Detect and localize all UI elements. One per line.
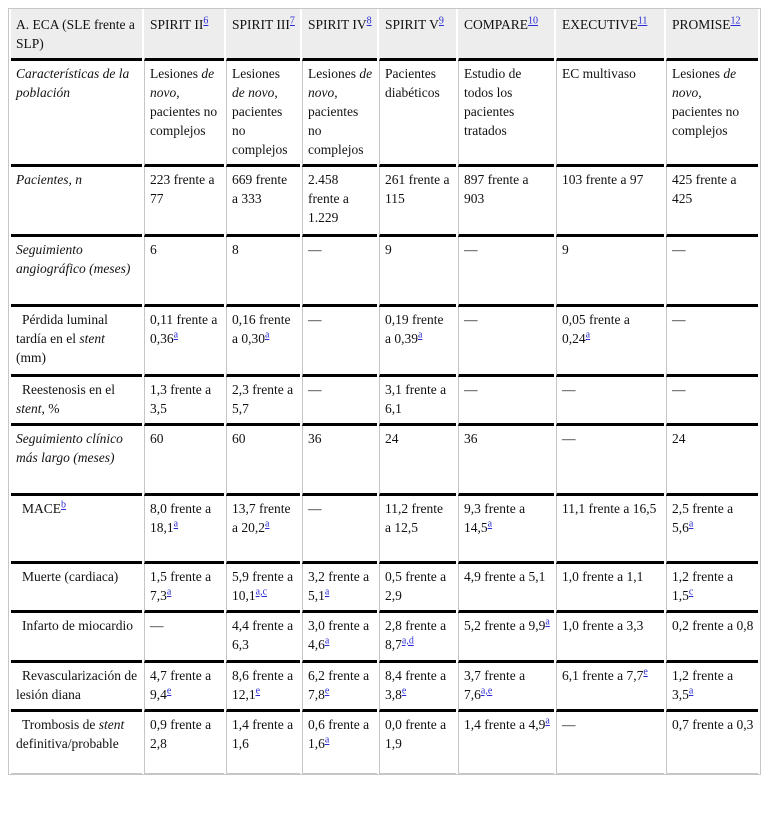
row-label xyxy=(11,61,142,167)
table-row xyxy=(11,237,758,307)
italic-term: stent xyxy=(16,401,42,416)
data-cell: 0,2 frente a 0,8 xyxy=(666,613,758,663)
footnote-reference-link[interactable]: a xyxy=(173,518,179,530)
data-cell: 0,9 frente a 2,8 xyxy=(144,712,224,774)
data-cell: 6,1 frente a 7,7e xyxy=(556,663,664,712)
data-cell: — xyxy=(556,426,664,496)
citation-reference-link[interactable]: 7 xyxy=(289,15,295,27)
data-cell: 24 xyxy=(666,426,758,496)
data-cell: 3,2 frente a 5,1$^a$ xyxy=(302,564,377,613)
footnote-reference-link[interactable]: b xyxy=(61,499,67,511)
citation-reference-link[interactable]: 9 xyxy=(438,15,444,27)
data-cell: — xyxy=(556,377,664,426)
data-cell: — xyxy=(302,377,377,426)
data-cell: 9,3 frente a 14,5$^a$ xyxy=(458,496,554,564)
footnote-reference-link[interactable]: e xyxy=(401,685,407,697)
italic-term: de novo xyxy=(308,66,373,100)
table-row xyxy=(11,613,758,663)
row-label xyxy=(11,167,142,237)
data-cell: — xyxy=(458,307,554,377)
citation-reference-link[interactable]: 12 xyxy=(730,15,741,27)
data-cell: 60 xyxy=(144,426,224,496)
table-row xyxy=(11,377,758,426)
data-cell: 2,5 frente a 5,6$^a$ xyxy=(666,496,758,564)
footnote-reference-link[interactable]: a xyxy=(545,616,550,628)
data-cell: 0,0 frente a 1,9 xyxy=(379,712,456,774)
data-cell: 0,7 frente a 0,3 xyxy=(666,712,758,774)
data-cell: 8,0 frente a 18,1$^a$ xyxy=(144,496,224,564)
footnote-reference-link[interactable]: a xyxy=(173,329,179,341)
data-cell: 0,11 frente a 0,36$^a$ xyxy=(144,307,224,377)
row-label: Muerte (cardiaca) xyxy=(11,564,142,613)
data-cell: — xyxy=(556,712,664,774)
data-cell: 1,0 frente a 3,3 xyxy=(556,613,664,663)
data-cell: 8,4 frente a 3,8e xyxy=(379,663,456,712)
data-cell: 11,1 frente a 16,5 xyxy=(556,496,664,564)
row-label: MACE$^b$ xyxy=(11,496,142,564)
footnote-reference-link[interactable]: a xyxy=(166,586,172,598)
data-cell: 3,1 frente a 6,1 xyxy=(379,377,456,426)
footnote-reference-link[interactable]: a xyxy=(487,518,493,530)
data-cell: 1,2 frente a 1,5$^c$ xyxy=(666,564,758,613)
data-cell: 1,0 frente a 1,1 xyxy=(556,564,664,613)
row-label: Reestenosis en el stent, % xyxy=(11,377,142,426)
italic-term: de novo xyxy=(232,85,275,100)
data-cell: Pacientes diabéticos xyxy=(379,61,456,167)
data-cell: — xyxy=(458,377,554,426)
italic-term: Seguimiento angiográfico (meses) xyxy=(16,242,131,276)
data-cell: 60 xyxy=(226,426,300,496)
table-row xyxy=(11,61,758,167)
data-cell: 3,0 frente a 4,6$^a$ xyxy=(302,613,377,663)
data-cell: 36 xyxy=(458,426,554,496)
row-label: Pérdida luminal tardía en el stent (mm) xyxy=(11,307,142,377)
footnote-reference-link[interactable]: a xyxy=(688,518,694,530)
table-body xyxy=(11,61,758,774)
data-cell: — xyxy=(666,237,758,307)
data-cell: 1,4 frente a 1,6 xyxy=(226,712,300,774)
data-cell: 5,9 frente a 10,1$^{a,c}$ xyxy=(226,564,300,613)
data-cell: 0,19 frente a 0,39$^a$ xyxy=(379,307,456,377)
data-cell: Lesiones de novo, pacientes no complejos xyxy=(302,61,377,167)
data-cell: 223 frente a 77 xyxy=(144,167,224,237)
header-row xyxy=(11,9,758,61)
data-cell: 1,2 frente a 3,5$^a$ xyxy=(666,663,758,712)
table-row xyxy=(11,663,758,712)
data-cell: — xyxy=(302,307,377,377)
table-row xyxy=(11,307,758,377)
data-cell: 8,6 frente a 12,1e xyxy=(226,663,300,712)
footnote-reference-link[interactable]: a,c xyxy=(255,586,268,598)
data-cell: — xyxy=(302,496,377,564)
italic-term: de novo xyxy=(150,66,215,100)
data-cell: 2.458 frente a 1.229 xyxy=(302,167,377,237)
citation-reference-link[interactable]: 6 xyxy=(203,15,209,27)
table-row xyxy=(11,167,758,237)
data-cell: Estudio de todos los pacientes tratados xyxy=(458,61,554,167)
data-cell: 425 frente a 425 xyxy=(666,167,758,237)
data-cell: — xyxy=(666,307,758,377)
data-cell: 1,5 frente a 7,3$^a$ xyxy=(144,564,224,613)
data-cell: 9 xyxy=(556,237,664,307)
data-cell: 6,2 frente a 7,8e xyxy=(302,663,377,712)
citation-reference-link[interactable]: 10 xyxy=(528,15,539,27)
data-cell: Lesiones de novo, pacientes no complejos xyxy=(144,61,224,167)
column-header-executive: EXECUTIVE$^{11}$ xyxy=(556,9,664,61)
corner-header-cell: A. ECA (SLE frente a SLP) xyxy=(11,9,142,61)
footnote-reference-link[interactable]: a xyxy=(324,586,330,598)
data-cell: 1,4 frente a 4,9$^a$ xyxy=(458,712,554,774)
citation-reference-link[interactable]: 8 xyxy=(366,15,372,27)
data-cell: 2,8 frente a 8,7$^{a,d}$ xyxy=(379,613,456,663)
data-cell: 11,2 frente a 12,5 xyxy=(379,496,456,564)
italic-term: Pacientes, n xyxy=(16,172,82,187)
data-cell: Lesiones de novo, pacientes no complejos xyxy=(226,61,300,167)
footnote-reference-link[interactable]: a xyxy=(265,518,270,530)
data-cell: 8 xyxy=(226,237,300,307)
table-row xyxy=(11,496,758,564)
data-cell: 9 xyxy=(379,237,456,307)
data-cell: 24 xyxy=(379,426,456,496)
data-cell: EC multivaso xyxy=(556,61,664,167)
italic-term: stent xyxy=(79,331,105,346)
data-cell: 5,2 frente a 9,9$^a$ xyxy=(458,613,554,663)
footnote-reference-link[interactable]: a xyxy=(545,715,550,727)
footnote-reference-link[interactable]: a,d xyxy=(401,635,414,647)
column-header-compare: COMPARE$^{10}$ xyxy=(458,9,554,61)
citation-reference-link[interactable]: 11 xyxy=(637,15,648,27)
table-row xyxy=(11,712,758,774)
data-cell: 13,7 frente a 20,2$^a$ xyxy=(226,496,300,564)
footnote-reference-link[interactable]: a xyxy=(265,329,270,341)
data-cell: 4,9 frente a 5,1 xyxy=(458,564,554,613)
data-cell: 4,7 frente a 9,4e xyxy=(144,663,224,712)
column-header-spirit-iii: SPIRIT III$^7$ xyxy=(226,9,300,61)
data-cell: 669 frente a 333 xyxy=(226,167,300,237)
table-row xyxy=(11,426,758,496)
footnote-reference-link[interactable]: a xyxy=(324,635,330,647)
data-cell: — xyxy=(666,377,758,426)
footnote-reference-link[interactable]: e xyxy=(643,666,648,678)
footnote-reference-link[interactable]: a xyxy=(324,734,330,746)
footnote-reference-link[interactable]: a xyxy=(418,329,423,341)
data-cell: 0,16 frente a 0,30$^a$ xyxy=(226,307,300,377)
footnote-reference-link[interactable]: e xyxy=(166,685,172,697)
data-cell: 103 frente a 97 xyxy=(556,167,664,237)
footnote-reference-link[interactable]: a,e xyxy=(480,685,493,697)
data-cell: — xyxy=(144,613,224,663)
data-cell: 4,4 frente a 6,3 xyxy=(226,613,300,663)
data-cell: 6 xyxy=(144,237,224,307)
data-cell: 0,5 frente a 2,9 xyxy=(379,564,456,613)
row-label: Infarto de miocardio xyxy=(11,613,142,663)
column-header-spirit-iv: SPIRIT IV$^8$ xyxy=(302,9,377,61)
eca-sle-slp-comparison-table xyxy=(8,8,761,775)
row-label: Trombosis de stent definitiva/probable xyxy=(11,712,142,774)
data-cell: 36 xyxy=(302,426,377,496)
data-cell: 3,7 frente a 7,6$^{a,e}$ xyxy=(458,663,554,712)
table-row xyxy=(11,564,758,613)
footnote-reference-link[interactable]: e xyxy=(324,685,330,697)
data-cell: 261 frente a 115 xyxy=(379,167,456,237)
data-cell: 0,6 frente a 1,6$^a$ xyxy=(302,712,377,774)
italic-term: Características de la población xyxy=(16,66,130,100)
footnote-reference-link[interactable]: c xyxy=(688,586,694,598)
data-cell: — xyxy=(302,237,377,307)
row-label xyxy=(11,237,142,307)
row-label xyxy=(11,426,142,496)
data-cell: 1,3 frente a 3,5 xyxy=(144,377,224,426)
italic-term: Seguimiento clínico más largo (meses) xyxy=(16,431,123,465)
column-header-promise: PROMISE$^{12}$ xyxy=(666,9,758,61)
data-cell: 0,05 frente a 0,24$^a$ xyxy=(556,307,664,377)
italic-term: de novo xyxy=(672,66,737,100)
table-header xyxy=(11,9,758,61)
data-cell: Lesiones de novo, pacientes no complejos xyxy=(666,61,758,167)
data-cell: — xyxy=(458,237,554,307)
italic-term: stent xyxy=(98,717,125,732)
column-header-spirit-ii: SPIRIT II$^6$ xyxy=(144,9,224,61)
data-cell: 897 frente a 903 xyxy=(458,167,554,237)
footnote-reference-link[interactable]: e xyxy=(255,685,261,697)
column-header-spirit-v: SPIRIT V$^9$ xyxy=(379,9,456,61)
footnote-reference-link[interactable]: a xyxy=(688,685,694,697)
row-label: Revascularización de lesión diana xyxy=(11,663,142,712)
footnote-reference-link[interactable]: a xyxy=(585,329,591,341)
data-cell: 2,3 frente a 5,7 xyxy=(226,377,300,426)
